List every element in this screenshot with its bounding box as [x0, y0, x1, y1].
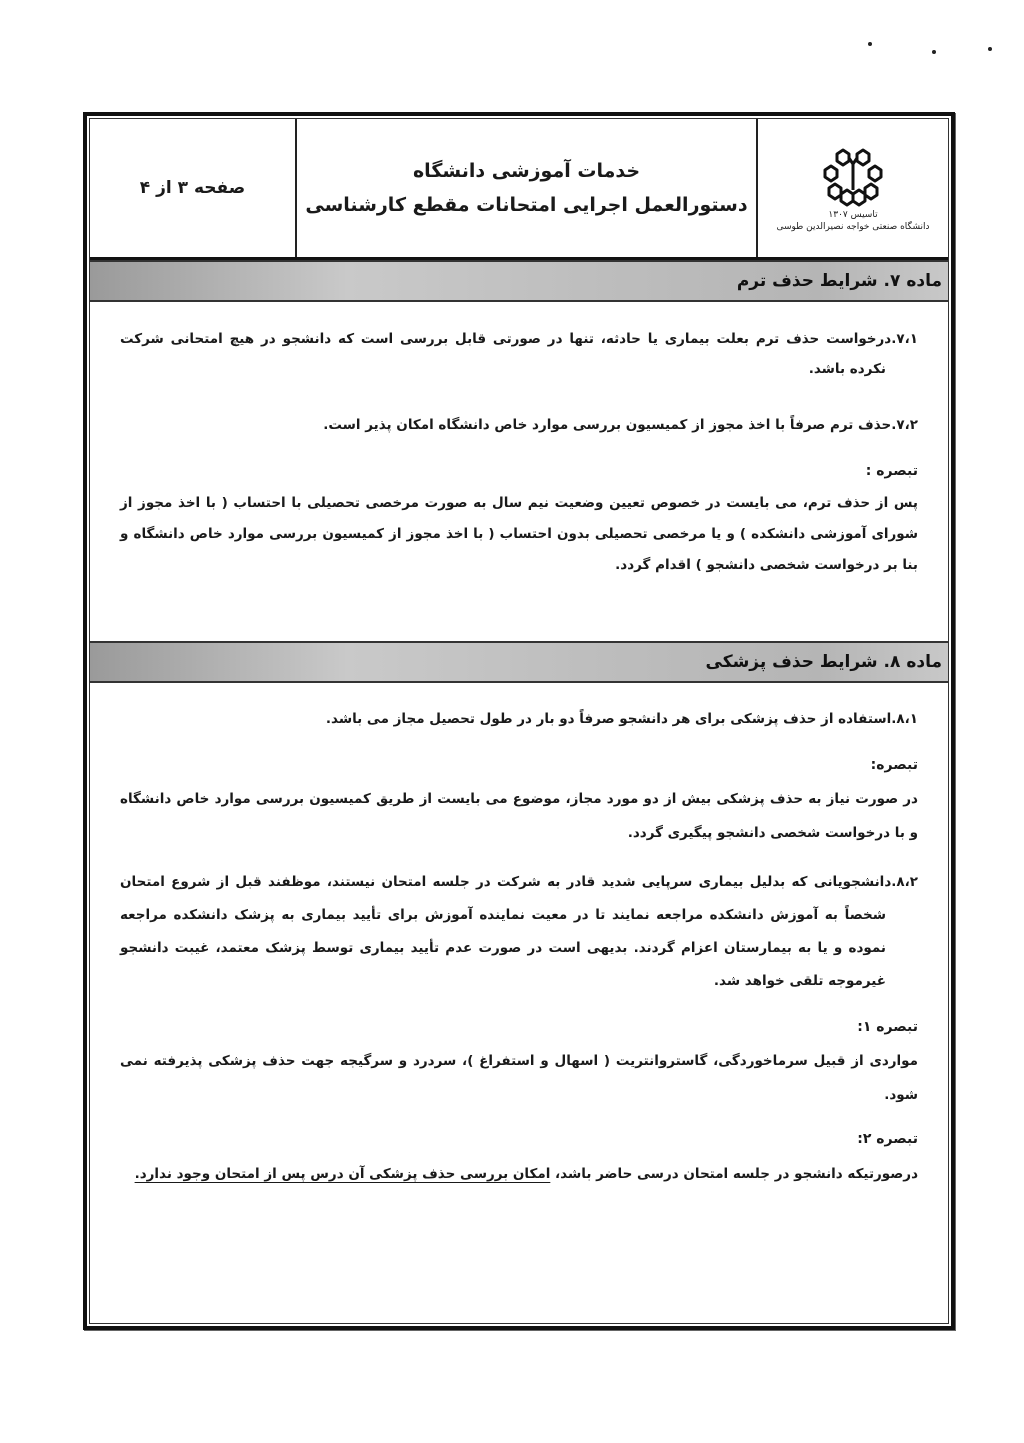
section-7-header [90, 260, 948, 302]
section-8-note2 [120, 1156, 918, 1192]
section-7-title: ماده ۷. شرایط حذف ترم [736, 271, 942, 291]
title-cell [297, 119, 758, 257]
document-title-line2: دستورالعمل اجرایی امتحانات مقطع کارشناسی [305, 194, 748, 216]
section-8-header [90, 641, 948, 683]
section-8-note-label: تبصره: [870, 757, 918, 773]
article-7-1-number: ۷،۱. [891, 331, 918, 347]
article-8-1-text: استفاده از حذف پزشکی برای هر دانشجو صرفاً دو بار در طول تحصیل مجاز می باشد. [325, 711, 892, 727]
section-8-note2-text: درصورتیکه دانشجو در جلسه امتحان درسی حاضر باشد، [550, 1166, 918, 1182]
document-inner-border [89, 118, 949, 1324]
article-7-1-text: درخواست حذف ترم بعلت بیماری یا حادثه، تنها در صورتی قابل بررسی است که دانشجو در هیچ امتحانی شرکت نکرده باشد. [120, 331, 892, 377]
section-7-content [120, 324, 918, 581]
page-indicator-cell [90, 119, 297, 257]
section-8-note2-emphasis: امکان بررسی حذف پزشکی آن درس پس از امتحان وجود ندارد. [134, 1166, 551, 1182]
article-8-1 [120, 704, 918, 734]
logo-cell [758, 119, 948, 257]
document-frame [83, 112, 955, 1330]
section-8-note1-label: تبصره ۱: [857, 1019, 918, 1035]
scan-speck [932, 50, 936, 54]
document-title-line1: خدمات آموزشی دانشگاه [412, 160, 641, 182]
university-logo-icon [821, 144, 885, 208]
section-8-note1-text: مواردی از قبیل سرماخوردگی، گاستروانتریت ( اسهال و استفراغ )، سردرد و سرگیجه جهت حذف پزشکی پذیرفته نمی شود. [120, 1053, 918, 1103]
section-8-note2-label: تبصره ۲: [857, 1131, 918, 1147]
scan-speck [988, 47, 992, 51]
section-8-title: ماده ۸. شرایط حذف پزشکی [705, 652, 942, 672]
section-7-note-text: پس از حذف ترم، می بایست در خصوص تعیین وضعیت نیم سال به صورت مرخصی تحصیلی با احتساب ( با اخذ مجوز از شورای آموزشی دانشکده ) و یا مرخصی تحصیلی بدون احتساب ( با اخذ مجوز از کمیسیون بررسی موارد خاص دانشگاه و بنا بر درخواست شخصی دانشجو ) اقدام گردد. [120, 495, 918, 573]
article-7-2-text: حذف ترم صرفاً با اخذ مجوز از کمیسیون بررسی موارد خاص دانشگاه امکان پذیر است. [323, 417, 892, 433]
article-7-2 [120, 410, 918, 440]
page-indicator: صفحه ۳ از ۴ [139, 178, 246, 198]
section-8-content [120, 704, 918, 1192]
article-8-2-text: دانشجویانی که بدلیل بیماری سرپایی شدید قادر به شرکت در جلسه امتحان نیستند، موظفند قبل از شروع امتحان شخصاً به آموزش دانشکده مراجعه نمایند تا در معیت نماینده آموزش برای تأیید بیماری به پزشک دانشکده مراجعه نموده و یا به بیمارستان اعزام گردند. بدیهی است در صورت عدم تأیید بیماری توسط پزشک معتمد، غیبت دانشجو غیرموجه تلقی خواهد شد. [120, 874, 892, 989]
article-8-2 [120, 866, 918, 998]
logo-university-name: دانشگاه صنعتی خواجه نصیرالدین طوسی [776, 222, 930, 232]
article-8-1-number: ۸،۱. [891, 711, 918, 727]
section-7-note-label: تبصره : [865, 463, 918, 479]
scan-speck [868, 42, 872, 46]
section-8-note-text: در صورت نیاز به حذف پزشکی بیش از دو مورد مجاز، موضوع می بایست از طریق کمیسیون بررسی موارد خاص دانشگاه و با درخواست شخصی دانشجو پیگیری گردد. [120, 791, 918, 841]
article-7-1 [120, 324, 918, 384]
document-header [90, 119, 948, 260]
article-8-2-number: ۸،۲. [891, 874, 918, 890]
article-7-2-number: ۷،۲. [891, 417, 918, 433]
logo-founded-year: تاسیس ۱۳۰۷ [828, 210, 878, 220]
